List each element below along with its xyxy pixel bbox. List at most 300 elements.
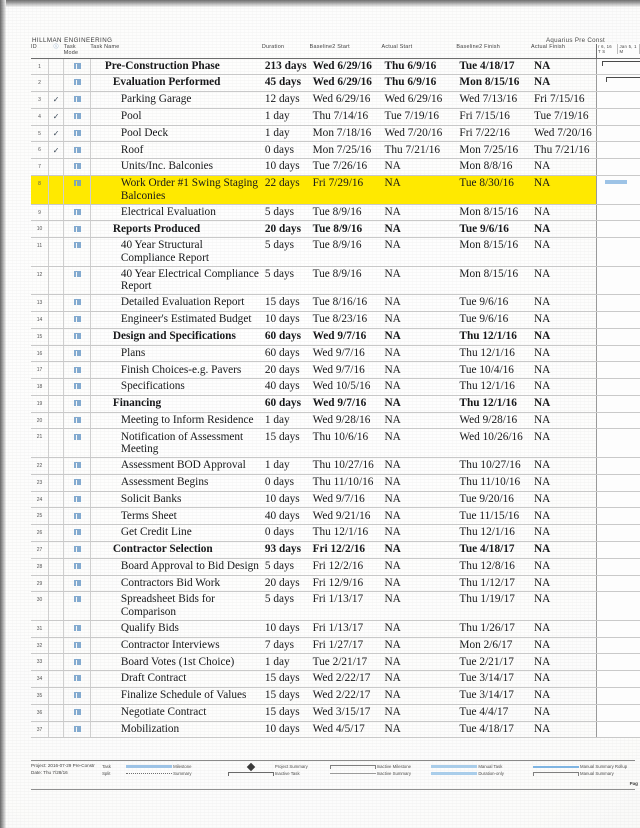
baseline2-start-cell[interactable]: Wed 9/7/16	[310, 395, 382, 412]
task-mode-cell[interactable]	[64, 238, 91, 267]
actual-start-cell[interactable]: NA	[381, 491, 456, 508]
row-indicator-cell[interactable]	[49, 620, 64, 637]
actual-finish-cell[interactable]: Tue 7/19/16	[531, 108, 596, 125]
baseline2-start-cell[interactable]: Mon 7/18/16	[310, 125, 382, 142]
duration-cell[interactable]: 10 days	[262, 721, 310, 738]
row-id-cell[interactable]: 2	[31, 75, 49, 92]
baseline2-start-cell[interactable]: Fri 12/2/16	[310, 541, 382, 558]
column-header-task-mode[interactable]	[64, 44, 91, 58]
row-indicator-cell[interactable]	[49, 474, 64, 491]
duration-cell[interactable]: 1 day	[262, 108, 310, 125]
task-name-cell[interactable]: Contractor Interviews	[90, 637, 262, 654]
task-name-cell[interactable]: Meeting to Inform Residence	[90, 412, 262, 429]
row-indicator-cell[interactable]	[49, 395, 64, 412]
row-indicator-cell[interactable]	[49, 508, 64, 525]
column-header-baseline2-start[interactable]: Baseline2 Start	[310, 44, 382, 58]
baseline2-finish-cell[interactable]: Mon 8/15/16	[456, 266, 531, 295]
row-indicator-cell[interactable]	[49, 654, 64, 671]
table-row[interactable]	[31, 312, 640, 329]
baseline2-start-cell[interactable]: Tue 8/16/16	[310, 295, 382, 312]
row-indicator-cell[interactable]	[49, 312, 64, 329]
actual-finish-cell[interactable]: NA	[531, 491, 596, 508]
table-row[interactable]	[31, 721, 640, 738]
task-mode-cell[interactable]	[64, 474, 91, 491]
actual-start-cell[interactable]: NA	[381, 295, 456, 312]
gantt-cell[interactable]	[596, 395, 640, 412]
actual-finish-cell[interactable]: NA	[531, 525, 596, 542]
actual-start-cell[interactable]: NA	[381, 221, 456, 238]
task-mode-cell[interactable]	[64, 108, 91, 125]
column-header-duration[interactable]: Duration	[262, 44, 310, 58]
table-row[interactable]	[31, 429, 640, 458]
baseline2-finish-cell[interactable]: Tue 4/18/17	[456, 58, 531, 75]
row-indicator-cell[interactable]	[49, 221, 64, 238]
gantt-cell[interactable]	[596, 654, 640, 671]
table-row[interactable]	[31, 328, 640, 345]
row-indicator-cell[interactable]	[49, 671, 64, 688]
task-name-cell[interactable]: Design and Specifications	[90, 328, 262, 345]
duration-cell[interactable]: 22 days	[262, 175, 310, 204]
duration-cell[interactable]: 15 days	[262, 295, 310, 312]
duration-cell[interactable]: 10 days	[262, 159, 310, 176]
gantt-cell[interactable]	[596, 412, 640, 429]
baseline2-finish-cell[interactable]: Tue 9/20/16	[456, 491, 531, 508]
table-row[interactable]	[31, 395, 640, 412]
actual-finish-cell[interactable]: NA	[531, 654, 596, 671]
task-name-cell[interactable]: Draft Contract	[90, 671, 262, 688]
actual-start-cell[interactable]: NA	[381, 637, 456, 654]
baseline2-finish-cell[interactable]: Thu 12/1/16	[456, 345, 531, 362]
actual-start-cell[interactable]: NA	[381, 266, 456, 295]
actual-start-cell[interactable]: NA	[381, 175, 456, 204]
gantt-cell[interactable]	[596, 221, 640, 238]
task-mode-cell[interactable]	[64, 620, 91, 637]
actual-finish-cell[interactable]: NA	[531, 345, 596, 362]
duration-cell[interactable]: 5 days	[262, 266, 310, 295]
row-indicator-cell[interactable]	[49, 491, 64, 508]
baseline2-start-cell[interactable]: Fri 12/9/16	[310, 575, 382, 592]
gantt-cell[interactable]	[596, 328, 640, 345]
gantt-cell[interactable]	[596, 362, 640, 379]
row-indicator-cell[interactable]	[49, 295, 64, 312]
table-row[interactable]	[31, 687, 640, 704]
actual-finish-cell[interactable]: NA	[531, 58, 596, 75]
gantt-cell[interactable]	[596, 458, 640, 475]
table-row[interactable]	[31, 508, 640, 525]
actual-start-cell[interactable]: NA	[381, 458, 456, 475]
task-mode-cell[interactable]	[64, 312, 91, 329]
row-indicator-cell[interactable]	[49, 687, 64, 704]
gantt-cell[interactable]	[596, 345, 640, 362]
actual-start-cell[interactable]: NA	[381, 238, 456, 267]
actual-finish-cell[interactable]: NA	[531, 592, 596, 621]
duration-cell[interactable]: 93 days	[262, 541, 310, 558]
actual-start-cell[interactable]: NA	[381, 671, 456, 688]
duration-cell[interactable]: 5 days	[262, 204, 310, 221]
row-indicator-cell[interactable]	[49, 75, 64, 92]
table-row[interactable]	[31, 266, 640, 295]
baseline2-start-cell[interactable]: Wed 9/7/16	[310, 328, 382, 345]
task-name-cell[interactable]: Units/Inc. Balconies	[90, 159, 262, 176]
row-id-cell[interactable]: 12	[31, 266, 49, 295]
row-indicator-cell[interactable]	[49, 92, 64, 109]
table-row[interactable]	[31, 379, 640, 396]
row-id-cell[interactable]: 9	[31, 204, 49, 221]
baseline2-start-cell[interactable]: Wed 9/7/16	[310, 345, 382, 362]
task-name-cell[interactable]: Parking Garage	[90, 92, 262, 109]
duration-cell[interactable]: 0 days	[262, 525, 310, 542]
gantt-cell[interactable]	[596, 721, 640, 738]
task-mode-cell[interactable]	[64, 508, 91, 525]
actual-start-cell[interactable]: NA	[381, 159, 456, 176]
row-indicator-cell[interactable]	[49, 592, 64, 621]
duration-cell[interactable]: 5 days	[262, 592, 310, 621]
actual-finish-cell[interactable]: NA	[531, 412, 596, 429]
actual-finish-cell[interactable]: Fri 7/15/16	[531, 92, 596, 109]
actual-finish-cell[interactable]: NA	[531, 362, 596, 379]
actual-finish-cell[interactable]: NA	[531, 508, 596, 525]
task-mode-cell[interactable]	[64, 429, 91, 458]
row-indicator-cell[interactable]	[49, 175, 64, 204]
row-id-cell[interactable]: 28	[31, 558, 49, 575]
row-id-cell[interactable]: 26	[31, 525, 49, 542]
actual-start-cell[interactable]: NA	[381, 721, 456, 738]
baseline2-start-cell[interactable]: Fri 1/13/17	[310, 620, 382, 637]
row-id-cell[interactable]: 34	[31, 671, 49, 688]
table-row[interactable]	[31, 159, 640, 176]
column-header-actual-finish[interactable]: Actual Finish	[531, 44, 596, 58]
actual-start-cell[interactable]: Wed 7/20/16	[381, 125, 456, 142]
task-name-cell[interactable]: Evaluation Performed	[90, 75, 262, 92]
table-row[interactable]	[31, 175, 640, 204]
gantt-cell[interactable]	[596, 266, 640, 295]
actual-finish-cell[interactable]: NA	[531, 541, 596, 558]
actual-start-cell[interactable]: Thu 6/9/16	[381, 75, 456, 92]
duration-cell[interactable]: 10 days	[262, 312, 310, 329]
gantt-cell[interactable]	[596, 575, 640, 592]
duration-cell[interactable]: 10 days	[262, 491, 310, 508]
task-name-cell[interactable]: Contractor Selection	[90, 541, 262, 558]
task-mode-cell[interactable]	[64, 328, 91, 345]
row-id-cell[interactable]: 31	[31, 620, 49, 637]
actual-finish-cell[interactable]: NA	[531, 328, 596, 345]
actual-start-cell[interactable]: NA	[381, 620, 456, 637]
actual-finish-cell[interactable]: NA	[531, 558, 596, 575]
task-mode-cell[interactable]	[64, 721, 91, 738]
actual-finish-cell[interactable]: NA	[531, 238, 596, 267]
baseline2-finish-cell[interactable]: Thu 11/10/16	[456, 474, 531, 491]
task-mode-cell[interactable]	[64, 541, 91, 558]
baseline2-finish-cell[interactable]: Fri 7/22/16	[456, 125, 531, 142]
baseline2-finish-cell[interactable]: Tue 11/15/16	[456, 508, 531, 525]
task-name-cell[interactable]: Specifications	[90, 379, 262, 396]
gantt-cell[interactable]	[596, 295, 640, 312]
baseline2-finish-cell[interactable]: Mon 2/6/17	[456, 637, 531, 654]
baseline2-start-cell[interactable]: Wed 9/21/16	[310, 508, 382, 525]
duration-cell[interactable]: 15 days	[262, 429, 310, 458]
table-row[interactable]	[31, 204, 640, 221]
duration-cell[interactable]: 0 days	[262, 474, 310, 491]
baseline2-finish-cell[interactable]: Tue 9/6/16	[456, 221, 531, 238]
task-name-cell[interactable]: 40 Year Structural Compliance Report	[90, 238, 262, 267]
duration-cell[interactable]: 15 days	[262, 704, 310, 721]
row-indicator-cell[interactable]	[49, 429, 64, 458]
duration-cell[interactable]: 60 days	[262, 395, 310, 412]
task-name-cell[interactable]: Detailed Evaluation Report	[90, 295, 262, 312]
row-id-cell[interactable]: 37	[31, 721, 49, 738]
actual-finish-cell[interactable]: NA	[531, 620, 596, 637]
gantt-cell[interactable]	[596, 238, 640, 267]
column-header-baseline2-finish[interactable]: Baseline2 Finish	[456, 44, 531, 58]
task-mode-cell[interactable]	[64, 558, 91, 575]
baseline2-finish-cell[interactable]: Tue 3/14/17	[456, 687, 531, 704]
row-id-cell[interactable]: 4	[31, 108, 49, 125]
row-indicator-cell[interactable]	[49, 637, 64, 654]
task-mode-cell[interactable]	[64, 175, 91, 204]
gantt-cell[interactable]	[596, 491, 640, 508]
baseline2-start-cell[interactable]: Wed 6/29/16	[310, 75, 382, 92]
baseline2-finish-cell[interactable]: Mon 8/15/16	[456, 75, 531, 92]
duration-cell[interactable]: 40 days	[262, 508, 310, 525]
table-row[interactable]	[31, 362, 640, 379]
row-indicator-cell[interactable]	[49, 266, 64, 295]
actual-start-cell[interactable]: NA	[381, 704, 456, 721]
baseline2-start-cell[interactable]: Tue 8/9/16	[310, 238, 382, 267]
baseline2-finish-cell[interactable]: Thu 12/1/16	[456, 395, 531, 412]
actual-start-cell[interactable]: NA	[381, 429, 456, 458]
task-name-cell[interactable]: Get Credit Line	[90, 525, 262, 542]
task-mode-cell[interactable]	[64, 395, 91, 412]
task-mode-cell[interactable]	[64, 575, 91, 592]
actual-finish-cell[interactable]: NA	[531, 637, 596, 654]
baseline2-start-cell[interactable]: Wed 9/7/16	[310, 491, 382, 508]
row-id-cell[interactable]: 7	[31, 159, 49, 176]
baseline2-start-cell[interactable]: Thu 11/10/16	[310, 474, 382, 491]
table-row[interactable]	[31, 92, 640, 109]
table-row[interactable]	[31, 75, 640, 92]
row-indicator-cell[interactable]	[49, 558, 64, 575]
actual-start-cell[interactable]: NA	[381, 558, 456, 575]
row-id-cell[interactable]: 1	[31, 58, 49, 75]
task-mode-cell[interactable]	[64, 295, 91, 312]
gantt-cell[interactable]	[596, 75, 640, 92]
row-id-cell[interactable]: 25	[31, 508, 49, 525]
task-name-cell[interactable]: Board Approval to Bid Design	[90, 558, 262, 575]
gantt-cell[interactable]	[596, 637, 640, 654]
task-name-cell[interactable]: Mobilization	[90, 721, 262, 738]
baseline2-finish-cell[interactable]: Thu 10/27/16	[456, 458, 531, 475]
row-indicator-cell[interactable]	[49, 541, 64, 558]
row-indicator-cell[interactable]	[49, 159, 64, 176]
task-name-cell[interactable]: Assessment Begins	[90, 474, 262, 491]
column-header-task-name[interactable]: Task Name	[90, 44, 262, 58]
gantt-cell[interactable]	[596, 159, 640, 176]
duration-cell[interactable]: 5 days	[262, 558, 310, 575]
actual-start-cell[interactable]: NA	[381, 654, 456, 671]
duration-cell[interactable]: 1 day	[262, 125, 310, 142]
actual-finish-cell[interactable]: NA	[531, 221, 596, 238]
row-id-cell[interactable]: 27	[31, 541, 49, 558]
baseline2-finish-cell[interactable]: Tue 2/21/17	[456, 654, 531, 671]
column-header-id[interactable]: ID	[31, 44, 49, 58]
baseline2-start-cell[interactable]: Wed 2/22/17	[310, 671, 382, 688]
task-mode-cell[interactable]	[64, 92, 91, 109]
task-mode-cell[interactable]	[64, 58, 91, 75]
row-id-cell[interactable]: 3	[31, 92, 49, 109]
baseline2-start-cell[interactable]: Thu 10/27/16	[310, 458, 382, 475]
task-name-cell[interactable]: Board Votes (1st Choice)	[90, 654, 262, 671]
duration-cell[interactable]: 20 days	[262, 575, 310, 592]
table-row[interactable]	[31, 58, 640, 75]
duration-cell[interactable]: 20 days	[262, 362, 310, 379]
baseline2-finish-cell[interactable]: Tue 3/14/17	[456, 671, 531, 688]
duration-cell[interactable]: 15 days	[262, 671, 310, 688]
row-indicator-cell[interactable]	[49, 204, 64, 221]
baseline2-finish-cell[interactable]: Thu 12/1/16	[456, 379, 531, 396]
actual-start-cell[interactable]: NA	[381, 592, 456, 621]
table-row[interactable]	[31, 345, 640, 362]
task-mode-cell[interactable]	[64, 654, 91, 671]
row-id-cell[interactable]: 23	[31, 474, 49, 491]
actual-finish-cell[interactable]: NA	[531, 429, 596, 458]
baseline2-finish-cell[interactable]: Wed 7/13/16	[456, 92, 531, 109]
task-name-cell[interactable]: Contractors Bid Work	[90, 575, 262, 592]
baseline2-finish-cell[interactable]: Mon 8/15/16	[456, 238, 531, 267]
actual-finish-cell[interactable]: Thu 7/21/16	[531, 142, 596, 159]
row-id-cell[interactable]: 14	[31, 312, 49, 329]
baseline2-start-cell[interactable]: Tue 8/9/16	[310, 221, 382, 238]
actual-start-cell[interactable]: NA	[381, 345, 456, 362]
row-indicator-cell[interactable]	[49, 458, 64, 475]
gantt-cell[interactable]	[596, 58, 640, 75]
row-id-cell[interactable]: 11	[31, 238, 49, 267]
gantt-cell[interactable]	[596, 429, 640, 458]
baseline2-start-cell[interactable]: Wed 9/7/16	[310, 362, 382, 379]
duration-cell[interactable]: 60 days	[262, 328, 310, 345]
task-name-cell[interactable]: Pool	[90, 108, 262, 125]
duration-cell[interactable]: 0 days	[262, 142, 310, 159]
row-id-cell[interactable]: 15	[31, 328, 49, 345]
row-indicator-cell[interactable]	[49, 108, 64, 125]
actual-finish-cell[interactable]: NA	[531, 721, 596, 738]
row-indicator-cell[interactable]	[49, 328, 64, 345]
gantt-cell[interactable]	[596, 671, 640, 688]
gantt-cell[interactable]	[596, 92, 640, 109]
row-id-cell[interactable]: 32	[31, 637, 49, 654]
actual-finish-cell[interactable]: NA	[531, 575, 596, 592]
row-indicator-cell[interactable]	[49, 704, 64, 721]
task-name-cell[interactable]: Negotiate Contract	[90, 704, 262, 721]
baseline2-finish-cell[interactable]: Fri 7/15/16	[456, 108, 531, 125]
baseline2-finish-cell[interactable]: Thu 12/1/16	[456, 328, 531, 345]
task-mode-cell[interactable]	[64, 362, 91, 379]
info-column-icon[interactable]: ⓘ	[49, 44, 64, 58]
gantt-cell[interactable]	[596, 125, 640, 142]
table-row[interactable]	[31, 474, 640, 491]
actual-start-cell[interactable]: NA	[381, 541, 456, 558]
actual-finish-cell[interactable]: NA	[531, 671, 596, 688]
task-mode-cell[interactable]	[64, 525, 91, 542]
actual-finish-cell[interactable]: NA	[531, 395, 596, 412]
task-name-cell[interactable]: Roof	[90, 142, 262, 159]
gantt-cell[interactable]	[596, 108, 640, 125]
row-indicator-cell[interactable]	[49, 525, 64, 542]
baseline2-start-cell[interactable]: Wed 3/15/17	[310, 704, 382, 721]
table-row[interactable]	[31, 238, 640, 267]
actual-finish-cell[interactable]: NA	[531, 379, 596, 396]
table-row[interactable]	[31, 592, 640, 621]
task-mode-cell[interactable]	[64, 412, 91, 429]
row-indicator-cell[interactable]	[49, 345, 64, 362]
task-mode-cell[interactable]	[64, 125, 91, 142]
baseline2-finish-cell[interactable]: Tue 4/18/17	[456, 721, 531, 738]
task-name-cell[interactable]: Solicit Banks	[90, 491, 262, 508]
baseline2-start-cell[interactable]: Wed 4/5/17	[310, 721, 382, 738]
actual-finish-cell[interactable]: NA	[531, 704, 596, 721]
task-mode-cell[interactable]	[64, 671, 91, 688]
baseline2-finish-cell[interactable]: Tue 8/30/16	[456, 175, 531, 204]
gantt-cell[interactable]	[596, 379, 640, 396]
duration-cell[interactable]: 5 days	[262, 238, 310, 267]
table-row[interactable]	[31, 575, 640, 592]
baseline2-start-cell[interactable]: Mon 7/25/16	[310, 142, 382, 159]
row-id-cell[interactable]: 13	[31, 295, 49, 312]
table-row[interactable]	[31, 558, 640, 575]
baseline2-start-cell[interactable]: Tue 7/26/16	[310, 159, 382, 176]
task-name-cell[interactable]: Electrical Evaluation	[90, 204, 262, 221]
baseline2-finish-cell[interactable]: Thu 1/26/17	[456, 620, 531, 637]
baseline2-start-cell[interactable]: Thu 7/14/16	[310, 108, 382, 125]
duration-cell[interactable]: 213 days	[262, 58, 310, 75]
actual-finish-cell[interactable]: NA	[531, 474, 596, 491]
task-name-cell[interactable]: Financing	[90, 395, 262, 412]
actual-finish-cell[interactable]: NA	[531, 204, 596, 221]
table-row[interactable]	[31, 108, 640, 125]
table-row[interactable]	[31, 125, 640, 142]
baseline2-finish-cell[interactable]: Thu 12/1/16	[456, 525, 531, 542]
table-row[interactable]	[31, 142, 640, 159]
actual-start-cell[interactable]: NA	[381, 395, 456, 412]
task-name-cell[interactable]: Terms Sheet	[90, 508, 262, 525]
row-id-cell[interactable]: 33	[31, 654, 49, 671]
actual-finish-cell[interactable]: NA	[531, 75, 596, 92]
task-mode-cell[interactable]	[64, 204, 91, 221]
column-header-actual-start[interactable]: Actual Start	[381, 44, 456, 58]
timeline-header[interactable]	[596, 44, 640, 58]
baseline2-finish-cell[interactable]: Mon 7/25/16	[456, 142, 531, 159]
task-name-cell[interactable]: Assessment BOD Approval	[90, 458, 262, 475]
row-id-cell[interactable]: 18	[31, 379, 49, 396]
task-name-cell[interactable]: Reports Produced	[90, 221, 262, 238]
row-indicator-cell[interactable]	[49, 238, 64, 267]
baseline2-start-cell[interactable]: Thu 10/6/16	[310, 429, 382, 458]
task-name-cell[interactable]: Finish Choices-e.g. Pavers	[90, 362, 262, 379]
baseline2-start-cell[interactable]: Wed 10/5/16	[310, 379, 382, 396]
baseline2-finish-cell[interactable]: Tue 10/4/16	[456, 362, 531, 379]
task-mode-cell[interactable]	[64, 221, 91, 238]
row-id-cell[interactable]: 35	[31, 687, 49, 704]
gantt-cell[interactable]	[596, 687, 640, 704]
duration-cell[interactable]: 10 days	[262, 620, 310, 637]
task-mode-cell[interactable]	[64, 687, 91, 704]
baseline2-start-cell[interactable]: Fri 1/13/17	[310, 592, 382, 621]
actual-start-cell[interactable]: NA	[381, 362, 456, 379]
row-indicator-cell[interactable]	[49, 58, 64, 75]
duration-cell[interactable]: 20 days	[262, 221, 310, 238]
table-row[interactable]	[31, 458, 640, 475]
task-mode-cell[interactable]	[64, 266, 91, 295]
row-id-cell[interactable]: 8	[31, 175, 49, 204]
